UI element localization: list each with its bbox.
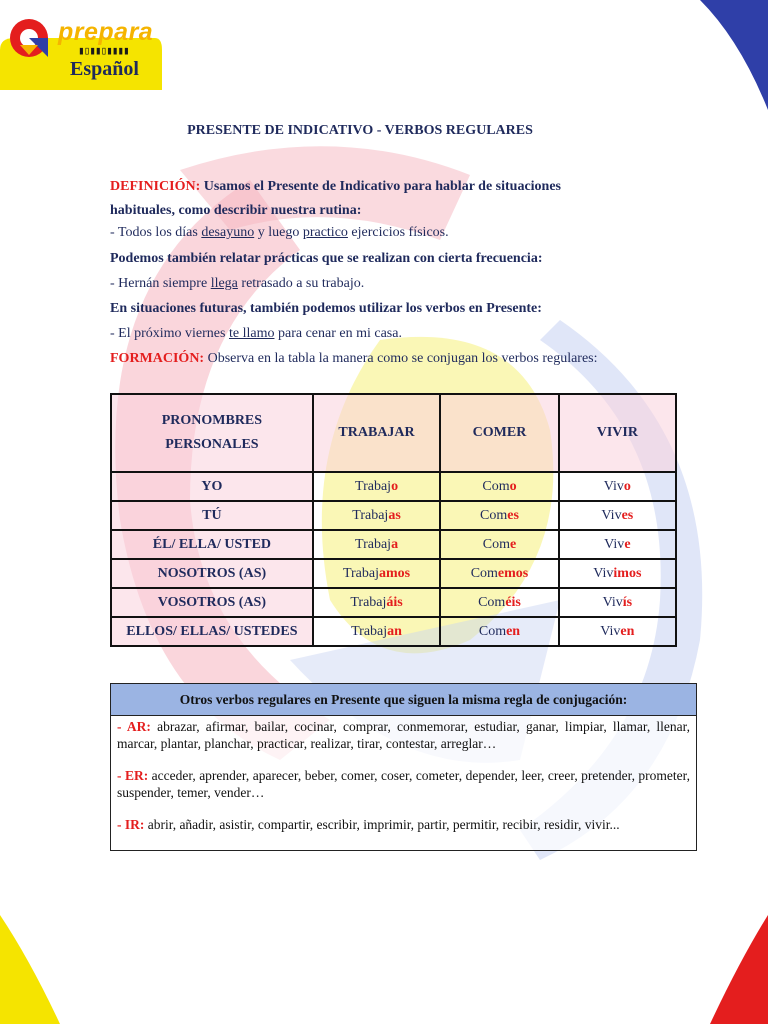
- conjugation-cell: [313, 501, 440, 530]
- formation-label: FORMACIÓN:: [110, 351, 205, 366]
- example-verb: te llamo: [228, 326, 275, 341]
- conjugation-cell: [440, 588, 558, 617]
- verb-stem: Viv: [593, 565, 614, 581]
- table-row: [111, 501, 676, 530]
- verb-stem: Com: [482, 536, 510, 552]
- verb-stem: Trabaj: [350, 594, 387, 610]
- verb-stem: Viv: [604, 536, 625, 552]
- verb-stem: Viv: [603, 478, 624, 494]
- example-verb: practico: [302, 225, 348, 240]
- conjugation-cell: [313, 472, 440, 501]
- conjugation-cell: [313, 588, 440, 617]
- verb-stem: Viv: [602, 594, 623, 610]
- table-row: [111, 617, 676, 646]
- verb-ending: es: [621, 507, 634, 523]
- verb-stem: Trabaj: [352, 507, 389, 523]
- verb-ending: o: [391, 478, 399, 494]
- brand-logo: [0, 0, 170, 100]
- conjugation-cell: [559, 617, 676, 646]
- practices-paragraph: Podemos también relatar prácticas que se realizan con cierta frecuencia:: [110, 251, 543, 266]
- verb-stem: Trabaj: [355, 478, 392, 494]
- verb-group-er: - ER: acceder, aprender, aparecer, beber, comer, coser, cometer, depender, leer, creer, pretender, prometer, suspender, temer, vender…: [117, 768, 690, 800]
- conjugation-cell: [440, 559, 558, 588]
- verb-stem: Com: [478, 594, 506, 610]
- verb-ending: o: [509, 478, 517, 494]
- definition-label: DEFINICIÓN:: [110, 179, 201, 194]
- verb-ending: as: [388, 507, 401, 523]
- conjugation-cell: [559, 588, 676, 617]
- pronoun-cell: ELLOS/ ELLAS/ USTEDES: [111, 617, 313, 646]
- table-header-row: [111, 394, 676, 472]
- definition-paragraph: [110, 175, 620, 223]
- verb-ending: an: [387, 623, 402, 639]
- conjugation-table: [110, 393, 677, 647]
- other-verbs-heading: Otros verbos regulares en Presente que siguen la misma regla de conjugación:: [111, 684, 696, 716]
- pronoun-cell: ÉL/ ELLA/ USTED: [111, 530, 313, 559]
- logo-barcode-icon: ▮▯▮▮▯▮▮▮▮: [78, 44, 129, 57]
- example-verb: llega: [210, 276, 238, 291]
- pronoun-cell: VOSOTROS (AS): [111, 588, 313, 617]
- table-row: [111, 530, 676, 559]
- other-verbs-body: [111, 716, 696, 850]
- definition-text: Usamos el Presente de Indicativo para hablar de situaciones habituales, como describir nuestra rutina:: [110, 179, 561, 218]
- verb-ending: e: [509, 536, 517, 552]
- conjugation-cell: [440, 472, 558, 501]
- page-title: PRESENTE DE INDICATIVO - VERBOS REGULARES: [187, 123, 533, 138]
- verb-ending: o: [623, 478, 631, 494]
- conjugation-cell: [313, 530, 440, 559]
- conjugation-cell: [440, 530, 558, 559]
- conjugation-cell: [559, 472, 676, 501]
- conjugation-cell: [313, 617, 440, 646]
- verb-ending: en: [620, 623, 635, 639]
- conjugation-cell: [559, 501, 676, 530]
- verb-stem: Com: [482, 478, 510, 494]
- logo-language: Español: [70, 58, 139, 80]
- verb-ending: en: [506, 623, 521, 639]
- table-row: [111, 588, 676, 617]
- formation-paragraph: [110, 350, 670, 368]
- example-verb: desayuno: [201, 225, 255, 240]
- verb-ending: a: [391, 536, 399, 552]
- verb-ending: emos: [497, 565, 529, 581]
- verb-stem: Viv: [601, 507, 622, 523]
- verb-stem: Trabaj: [355, 536, 392, 552]
- conjugation-cell: [440, 617, 558, 646]
- future-paragraph: En situaciones futuras, también podemos utilizar los verbos en Presente:: [110, 301, 542, 316]
- table-row: [111, 472, 676, 501]
- logo-wordmark: prepara: [58, 18, 154, 46]
- conjugation-cell: [440, 501, 558, 530]
- conjugation-cell: [313, 559, 440, 588]
- conjugation-cell: [559, 559, 676, 588]
- verb-ending: amos: [379, 565, 411, 581]
- pronoun-cell: YO: [111, 472, 313, 501]
- verb-ending: e: [624, 536, 631, 552]
- other-verbs-box: [110, 683, 697, 851]
- practices-example: - Hernán siempre llega retrasado a su trabajo.: [110, 276, 365, 291]
- verb-ending: imos: [613, 565, 642, 581]
- verb-stem: Com: [480, 507, 508, 523]
- verb-stem: Trabaj: [342, 565, 379, 581]
- verb-stem: Com: [478, 623, 507, 639]
- future-example: - El próximo viernes te llamo para cenar en mi casa.: [110, 326, 402, 341]
- column-header: PRONOMBRES PERSONALES: [111, 394, 313, 472]
- column-header: COMER: [440, 394, 558, 472]
- column-header: TRABAJAR: [313, 394, 440, 472]
- verb-stem: Com: [470, 565, 498, 581]
- verb-group-ar: - AR: abrazar, afirmar, bailar, cocinar, comprar, conmemorar, estudiar, ganar, limpiar, llamar, llenar, marcar, plantar, planchar, practicar, realizar, tirar, contestar, arreglar…: [117, 719, 690, 751]
- column-header: VIVIR: [559, 394, 676, 472]
- definition-example: - Todos los días desayuno y luego practico ejercicios físicos.: [110, 225, 449, 240]
- verb-ending: es: [507, 507, 519, 523]
- verb-stem: Viv: [600, 623, 621, 639]
- verb-ending: ís: [622, 594, 633, 610]
- table-row: [111, 559, 676, 588]
- conjugation-cell: [559, 530, 676, 559]
- pronoun-cell: NOSOTROS (AS): [111, 559, 313, 588]
- verb-ending: áis: [386, 594, 403, 610]
- formation-text: Observa en la tabla la manera como se conjugan los verbos regulares:: [207, 351, 598, 366]
- verb-stem: Trabaj: [351, 623, 388, 639]
- verb-group-ir: - IR: abrir, añadir, asistir, compartir, escribir, imprimir, partir, permitir, recibir, residir, vivir...: [117, 817, 620, 832]
- pronoun-cell: TÚ: [111, 501, 313, 530]
- verb-ending: éis: [505, 594, 521, 610]
